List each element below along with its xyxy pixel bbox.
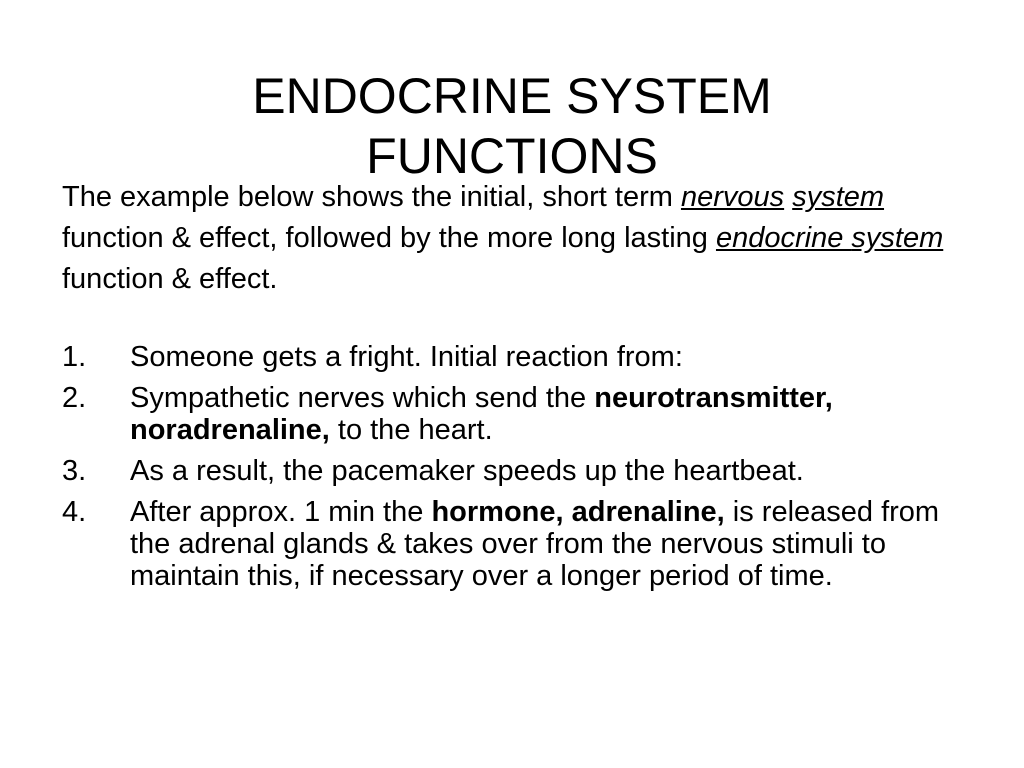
intro-text-5: function & effect. bbox=[62, 263, 278, 295]
list-item-bold-term: neurotransmitter, noradrenaline, bbox=[130, 382, 833, 446]
list-item bbox=[62, 341, 982, 373]
list-number: 3. bbox=[62, 455, 87, 487]
intro-text-2 bbox=[784, 181, 792, 213]
list-item-text-after: to the heart. bbox=[329, 414, 493, 446]
title-line-1: ENDOCRINE SYSTEM bbox=[252, 67, 772, 124]
list-number: 4. bbox=[62, 496, 87, 528]
title-line-2: FUNCTIONS bbox=[366, 127, 658, 184]
list-item bbox=[62, 382, 982, 446]
list-item bbox=[62, 455, 982, 487]
intro-paragraph bbox=[62, 177, 982, 300]
list-item-text: As a result, the pacemaker speeds up the heartbeat. bbox=[130, 455, 804, 487]
list-item-text-after: is released from the adrenal glands & takes over from the nervous stimuli to maintain this, if necessary over a longer period of time. bbox=[130, 496, 940, 592]
list-number: 1. bbox=[62, 341, 87, 373]
term-system-1: system bbox=[792, 181, 885, 213]
list-item-bold-term: hormone, adrenaline, bbox=[431, 496, 725, 528]
term-nervous: nervous bbox=[680, 181, 785, 213]
term-endocrine: endocrine bbox=[715, 222, 852, 254]
list-item-text: Someone gets a fright. Initial reaction from: bbox=[130, 341, 683, 373]
list-item bbox=[62, 496, 982, 592]
intro-text-3: function & effect, followed by the more long lasting bbox=[62, 222, 716, 254]
term-system-2: system bbox=[851, 222, 944, 254]
list-item-text: After approx. 1 min the bbox=[130, 496, 432, 528]
numbered-list bbox=[62, 341, 982, 601]
slide-title bbox=[0, 66, 1024, 186]
list-number: 2. bbox=[62, 382, 87, 414]
intro-text-1: The example below shows the initial, short term bbox=[62, 181, 681, 213]
list-item-text: Sympathetic nerves which send the bbox=[130, 382, 595, 414]
